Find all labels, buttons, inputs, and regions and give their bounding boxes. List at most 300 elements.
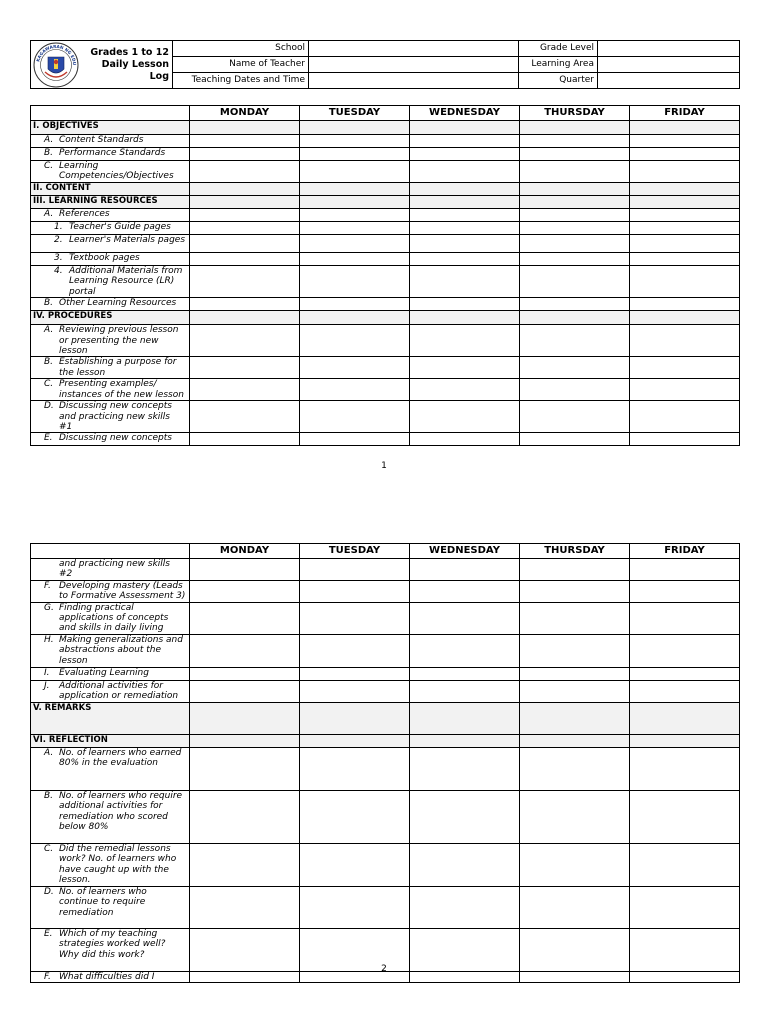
table-row [31, 790, 740, 843]
entry-cell-friday[interactable] [630, 559, 740, 581]
entry-cell-monday[interactable] [190, 135, 300, 148]
table-row [31, 433, 740, 446]
row-marker: A. [44, 325, 54, 336]
section-row [31, 196, 740, 209]
row-marker: H. [44, 634, 54, 645]
row-marker: 1. [54, 222, 63, 232]
entry-cell-friday[interactable] [630, 667, 740, 680]
entry-cell-friday[interactable] [630, 266, 740, 298]
row-marker: J. [44, 680, 50, 691]
entry-cell-wednesday[interactable] [410, 886, 520, 928]
entry-cell-friday[interactable] [630, 209, 740, 222]
school-field[interactable] [309, 41, 519, 57]
table-row [31, 843, 740, 886]
entry-cell-tuesday[interactable] [300, 135, 410, 148]
page-number: 2 [381, 964, 387, 974]
row-label-text: No. of learners who earned 80% in the evaluation [59, 747, 182, 769]
entry-cell-thursday[interactable] [520, 135, 630, 148]
row-label-text: Discussing new concepts [59, 433, 172, 444]
entry-cell-thursday[interactable] [520, 433, 630, 446]
entry-cell-friday[interactable] [630, 196, 740, 209]
entry-cell-friday[interactable] [630, 747, 740, 790]
dates-label: Teaching Dates and Time [173, 73, 309, 89]
entry-cell-thursday[interactable] [520, 196, 630, 209]
entry-cell-monday[interactable] [190, 702, 300, 734]
entry-cell-monday[interactable] [190, 121, 300, 135]
entry-cell-wednesday[interactable] [410, 734, 520, 747]
entry-cell-thursday[interactable] [520, 379, 630, 401]
entry-cell-monday[interactable] [190, 634, 300, 667]
entry-cell-wednesday[interactable] [410, 680, 520, 702]
entry-cell-tuesday[interactable] [300, 886, 410, 928]
entry-cell-thursday[interactable] [520, 266, 630, 298]
entry-cell-monday[interactable] [190, 928, 300, 971]
title-line-2: Daily Lesson Log [101, 58, 169, 82]
table-row [31, 161, 740, 183]
section-heading: IV. PROCEDURES [31, 311, 190, 325]
table-row [31, 298, 740, 311]
row-label [31, 747, 190, 790]
entry-cell-tuesday[interactable] [300, 580, 410, 602]
row-label-text: Other Learning Resources [59, 298, 177, 309]
row-label-text: Additional Materials from Learning Resource (LR) portal [69, 266, 183, 297]
entry-cell-monday[interactable] [190, 747, 300, 790]
row-marker: E. [44, 433, 53, 444]
row-marker: 4. [54, 266, 63, 276]
entry-cell-monday[interactable] [190, 325, 300, 357]
seal-text: KAGAWARAN NG EDU [35, 43, 78, 65]
entry-cell-friday[interactable] [630, 253, 740, 266]
entry-cell-friday[interactable] [630, 379, 740, 401]
day-header-friday: FRIDAY [630, 544, 740, 559]
title-line-1: Grades 1 to 12 [90, 46, 169, 58]
dates-field[interactable] [309, 73, 519, 89]
table-row [31, 222, 740, 235]
day-header-wednesday: WEDNESDAY [410, 544, 520, 559]
page-number: 1 [381, 461, 387, 471]
entry-cell-friday[interactable] [630, 222, 740, 235]
entry-cell-monday[interactable] [190, 357, 300, 379]
row-label [31, 222, 190, 235]
entry-cell-wednesday[interactable] [410, 928, 520, 971]
row-marker: G. [44, 602, 54, 613]
entry-cell-thursday[interactable] [520, 401, 630, 433]
entry-cell-wednesday[interactable] [410, 602, 520, 634]
entry-cell-tuesday[interactable] [300, 196, 410, 209]
table-row [31, 634, 740, 667]
row-marker: D. [44, 401, 54, 412]
table-row [31, 325, 740, 357]
entry-cell-wednesday[interactable] [410, 559, 520, 581]
entry-cell-tuesday[interactable] [300, 209, 410, 222]
entry-cell-monday[interactable] [190, 843, 300, 886]
row-label [31, 790, 190, 843]
entry-cell-wednesday[interactable] [410, 222, 520, 235]
learning-area-label: Learning Area [519, 57, 598, 73]
quarter-field[interactable] [598, 73, 740, 89]
entry-cell-thursday[interactable] [520, 357, 630, 379]
entry-cell-wednesday[interactable] [410, 580, 520, 602]
table-row [31, 235, 740, 253]
row-label [31, 357, 190, 379]
row-label-text: Discussing new concepts and practicing new skills #1 [59, 401, 172, 433]
table-row [31, 379, 740, 401]
row-label [31, 401, 190, 433]
row-label-text: Establishing a purpose for the lesson [59, 357, 177, 378]
entry-cell-thursday[interactable] [520, 209, 630, 222]
entry-cell-thursday[interactable] [520, 235, 630, 253]
entry-cell-monday[interactable] [190, 886, 300, 928]
row-label [31, 602, 190, 634]
entry-cell-tuesday[interactable] [300, 843, 410, 886]
row-label-text: Performance Standards [59, 148, 166, 158]
entry-cell-monday[interactable] [190, 311, 300, 325]
school-label: School [173, 41, 309, 57]
entry-cell-wednesday[interactable] [410, 121, 520, 135]
entry-cell-friday[interactable] [630, 634, 740, 667]
entry-cell-thursday[interactable] [520, 253, 630, 266]
row-marker: A. [44, 209, 54, 219]
entry-cell-thursday[interactable] [520, 747, 630, 790]
entry-cell-thursday[interactable] [520, 602, 630, 634]
entry-cell-tuesday[interactable] [300, 222, 410, 235]
quarter-label: Quarter [519, 73, 598, 89]
table-row [31, 209, 740, 222]
entry-cell-thursday[interactable] [520, 325, 630, 357]
entry-cell-wednesday[interactable] [410, 971, 520, 982]
entry-cell-monday[interactable] [190, 298, 300, 311]
entry-cell-wednesday[interactable] [410, 667, 520, 680]
row-label-text: References [59, 209, 110, 219]
row-label [31, 235, 190, 253]
entry-cell-thursday[interactable] [520, 183, 630, 196]
row-label-text: Evaluating Learning [59, 667, 149, 678]
section-row [31, 183, 740, 196]
row-label [31, 325, 190, 357]
grade-level-field[interactable] [598, 41, 740, 57]
header-table [30, 40, 740, 89]
entry-cell-wednesday[interactable] [410, 253, 520, 266]
row-marker: C. [44, 379, 54, 390]
entry-cell-friday[interactable] [630, 790, 740, 843]
row-label-text: Teacher's Guide pages [69, 222, 171, 232]
row-marker: E. [44, 928, 53, 939]
entry-cell-tuesday[interactable] [300, 602, 410, 634]
entry-cell-thursday[interactable] [520, 928, 630, 971]
entry-cell-thursday[interactable] [520, 311, 630, 325]
entry-cell-thursday[interactable] [520, 148, 630, 161]
entry-cell-tuesday[interactable] [300, 357, 410, 379]
row-marker: B. [44, 148, 54, 158]
entry-cell-wednesday[interactable] [410, 325, 520, 357]
corner-cell [31, 106, 190, 121]
row-label-text: No. of learners who require additional activities for remediation who scored below 80% [59, 790, 183, 833]
row-label-text: Which of my teaching strategies worked well? Why did this work? [59, 928, 166, 960]
row-label-text: Textbook pages [69, 253, 140, 263]
entry-cell-friday[interactable] [630, 702, 740, 734]
section-row [31, 311, 740, 325]
row-label-text: Did the remedial lessons work? No. of learners who have caught up with the lesson. [59, 843, 177, 886]
entry-cell-tuesday[interactable] [300, 401, 410, 433]
row-label [31, 971, 190, 982]
entry-cell-thursday[interactable] [520, 680, 630, 702]
entry-cell-wednesday[interactable] [410, 790, 520, 843]
entry-cell-tuesday[interactable] [300, 253, 410, 266]
entry-cell-tuesday[interactable] [300, 298, 410, 311]
entry-cell-monday[interactable] [190, 253, 300, 266]
entry-cell-thursday[interactable] [520, 734, 630, 747]
entry-cell-tuesday[interactable] [300, 680, 410, 702]
section-heading: II. CONTENT [31, 183, 190, 196]
entry-cell-monday[interactable] [190, 266, 300, 298]
row-label-text: Learning Competencies/Objectives [59, 161, 174, 182]
table-row [31, 135, 740, 148]
row-label [31, 580, 190, 602]
day-header-thursday: THURSDAY [520, 106, 630, 121]
entry-cell-wednesday[interactable] [410, 161, 520, 183]
row-label-text: What difficulties did I [59, 971, 155, 982]
table-row [31, 747, 740, 790]
row-marker [44, 559, 59, 580]
entry-cell-thursday[interactable] [520, 121, 630, 135]
section-heading: III. LEARNING RESOURCES [31, 196, 190, 209]
section-row [31, 121, 740, 135]
row-label [31, 667, 190, 680]
entry-cell-friday[interactable] [630, 602, 740, 634]
entry-cell-wednesday[interactable] [410, 401, 520, 433]
row-label [31, 379, 190, 401]
entry-cell-tuesday[interactable] [300, 559, 410, 581]
entry-cell-monday[interactable] [190, 734, 300, 747]
section-row [31, 702, 740, 734]
day-header-row [31, 106, 740, 121]
entry-cell-friday[interactable] [630, 433, 740, 446]
row-label [31, 161, 190, 183]
entry-cell-thursday[interactable] [520, 580, 630, 602]
entry-cell-wednesday[interactable] [410, 843, 520, 886]
entry-cell-friday[interactable] [630, 357, 740, 379]
entry-cell-thursday[interactable] [520, 222, 630, 235]
entry-cell-wednesday[interactable] [410, 379, 520, 401]
section-heading: I. OBJECTIVES [31, 121, 190, 135]
entry-cell-tuesday[interactable] [300, 121, 410, 135]
entry-cell-friday[interactable] [630, 325, 740, 357]
entry-cell-tuesday[interactable] [300, 433, 410, 446]
row-label-text: Presenting examples/ instances of the new lesson [59, 379, 184, 400]
row-label-text: Finding practical applications of concepts and skills in daily living [59, 602, 169, 634]
entry-cell-wednesday[interactable] [410, 357, 520, 379]
row-label-text: Reviewing previous lesson or presenting the new lesson [59, 325, 179, 357]
row-label-text: Making generalizations and abstractions about the lesson [59, 634, 183, 666]
entry-cell-monday[interactable] [190, 971, 300, 982]
entry-cell-wednesday[interactable] [410, 266, 520, 298]
row-label [31, 634, 190, 667]
learning-area-field[interactable] [598, 57, 740, 73]
entry-cell-thursday[interactable] [520, 634, 630, 667]
entry-cell-friday[interactable] [630, 580, 740, 602]
table-row [31, 357, 740, 379]
entry-cell-monday[interactable] [190, 667, 300, 680]
entry-cell-tuesday[interactable] [300, 702, 410, 734]
entry-cell-wednesday[interactable] [410, 311, 520, 325]
row-label-text: No. of learners who continue to require remediation [59, 886, 147, 918]
entry-cell-monday[interactable] [190, 196, 300, 209]
row-label [31, 209, 190, 222]
entry-cell-friday[interactable] [630, 680, 740, 702]
entry-cell-tuesday[interactable] [300, 325, 410, 357]
entry-cell-thursday[interactable] [520, 971, 630, 982]
table-row [31, 602, 740, 634]
row-label [31, 559, 190, 581]
entry-cell-friday[interactable] [630, 843, 740, 886]
entry-cell-tuesday[interactable] [300, 667, 410, 680]
row-marker: A. [44, 747, 54, 758]
entry-cell-wednesday[interactable] [410, 148, 520, 161]
entry-cell-tuesday[interactable] [300, 161, 410, 183]
day-header-thursday: THURSDAY [520, 544, 630, 559]
entry-cell-tuesday[interactable] [300, 235, 410, 253]
entry-cell-wednesday[interactable] [410, 209, 520, 222]
entry-cell-wednesday[interactable] [410, 183, 520, 196]
row-marker: B. [44, 790, 54, 801]
table-row [31, 253, 740, 266]
row-label [31, 886, 190, 928]
section-heading: VI. REFLECTION [31, 734, 190, 747]
row-marker: B. [44, 357, 54, 368]
row-marker: D. [44, 886, 54, 897]
entry-cell-wednesday[interactable] [410, 135, 520, 148]
log-title [79, 47, 172, 83]
entry-cell-friday[interactable] [630, 928, 740, 971]
teacher-label: Name of Teacher [173, 57, 309, 73]
entry-cell-friday[interactable] [630, 183, 740, 196]
entry-cell-friday[interactable] [630, 886, 740, 928]
entry-cell-tuesday[interactable] [300, 266, 410, 298]
day-header-row [31, 544, 740, 559]
deped-seal-icon [33, 42, 79, 88]
entry-cell-friday[interactable] [630, 148, 740, 161]
entry-cell-monday[interactable] [190, 161, 300, 183]
row-label [31, 843, 190, 886]
row-marker: I. [44, 667, 50, 678]
logo-title-cell [31, 41, 173, 89]
entry-cell-friday[interactable] [630, 971, 740, 982]
row-label-text: and practicing new skills #2 [59, 559, 170, 580]
entry-cell-tuesday[interactable] [300, 634, 410, 667]
entry-cell-tuesday[interactable] [300, 311, 410, 325]
row-label [31, 433, 190, 446]
entry-cell-thursday[interactable] [520, 843, 630, 886]
day-header-tuesday: TUESDAY [300, 544, 410, 559]
entry-cell-friday[interactable] [630, 298, 740, 311]
entry-cell-monday[interactable] [190, 401, 300, 433]
entry-cell-thursday[interactable] [520, 702, 630, 734]
entry-cell-friday[interactable] [630, 161, 740, 183]
teacher-field[interactable] [309, 57, 519, 73]
section-heading: V. REMARKS [31, 702, 190, 734]
entry-cell-monday[interactable] [190, 602, 300, 634]
entry-cell-wednesday[interactable] [410, 433, 520, 446]
entry-cell-wednesday[interactable] [410, 298, 520, 311]
row-marker: C. [44, 843, 54, 854]
entry-cell-monday[interactable] [190, 222, 300, 235]
entry-cell-monday[interactable] [190, 148, 300, 161]
entry-cell-wednesday[interactable] [410, 196, 520, 209]
entry-cell-friday[interactable] [630, 235, 740, 253]
entry-cell-wednesday[interactable] [410, 747, 520, 790]
entry-cell-monday[interactable] [190, 790, 300, 843]
row-marker: 3. [54, 253, 63, 263]
section-row [31, 734, 740, 747]
entry-cell-friday[interactable] [630, 135, 740, 148]
row-marker: 2. [54, 235, 63, 245]
entry-cell-monday[interactable] [190, 183, 300, 196]
entry-cell-friday[interactable] [630, 311, 740, 325]
entry-cell-wednesday[interactable] [410, 702, 520, 734]
row-label-text: Content Standards [59, 135, 144, 145]
entry-cell-monday[interactable] [190, 209, 300, 222]
lesson-log-table-page-1 [30, 105, 740, 446]
entry-cell-thursday[interactable] [520, 886, 630, 928]
row-marker: B. [44, 298, 54, 309]
row-label [31, 928, 190, 971]
row-label-text: Developing mastery (Leads to Formative Assessment 3) [59, 580, 186, 602]
entry-cell-tuesday[interactable] [300, 790, 410, 843]
entry-cell-wednesday[interactable] [410, 235, 520, 253]
entry-cell-friday[interactable] [630, 734, 740, 747]
entry-cell-friday[interactable] [630, 121, 740, 135]
entry-cell-tuesday[interactable] [300, 148, 410, 161]
day-header-friday: FRIDAY [630, 106, 740, 121]
entry-cell-tuesday[interactable] [300, 747, 410, 790]
entry-cell-thursday[interactable] [520, 790, 630, 843]
row-label [31, 148, 190, 161]
table-row [31, 886, 740, 928]
entry-cell-monday[interactable] [190, 680, 300, 702]
row-label-text: Learner's Materials pages [69, 235, 186, 245]
table-row [31, 559, 740, 581]
lesson-log-table-page-2 [30, 543, 740, 983]
entry-cell-thursday[interactable] [520, 161, 630, 183]
entry-cell-thursday[interactable] [520, 559, 630, 581]
entry-cell-friday[interactable] [630, 401, 740, 433]
entry-cell-tuesday[interactable] [300, 183, 410, 196]
corner-cell [31, 544, 190, 559]
table-row [31, 401, 740, 433]
row-label-text: Additional activities for application or remediation [59, 680, 179, 702]
row-marker: C. [44, 161, 54, 171]
entry-cell-monday[interactable] [190, 433, 300, 446]
entry-cell-thursday[interactable] [520, 667, 630, 680]
table-row [31, 667, 740, 680]
day-header-wednesday: WEDNESDAY [410, 106, 520, 121]
entry-cell-thursday[interactable] [520, 298, 630, 311]
entry-cell-monday[interactable] [190, 379, 300, 401]
row-marker: F. [44, 580, 51, 591]
row-label [31, 680, 190, 702]
row-marker: A. [44, 135, 54, 145]
day-header-monday: MONDAY [190, 106, 300, 121]
entry-cell-tuesday[interactable] [300, 379, 410, 401]
entry-cell-monday[interactable] [190, 559, 300, 581]
table-row [31, 148, 740, 161]
table-row [31, 680, 740, 702]
entry-cell-monday[interactable] [190, 235, 300, 253]
table-row [31, 580, 740, 602]
entry-cell-tuesday[interactable] [300, 734, 410, 747]
entry-cell-monday[interactable] [190, 580, 300, 602]
entry-cell-wednesday[interactable] [410, 634, 520, 667]
